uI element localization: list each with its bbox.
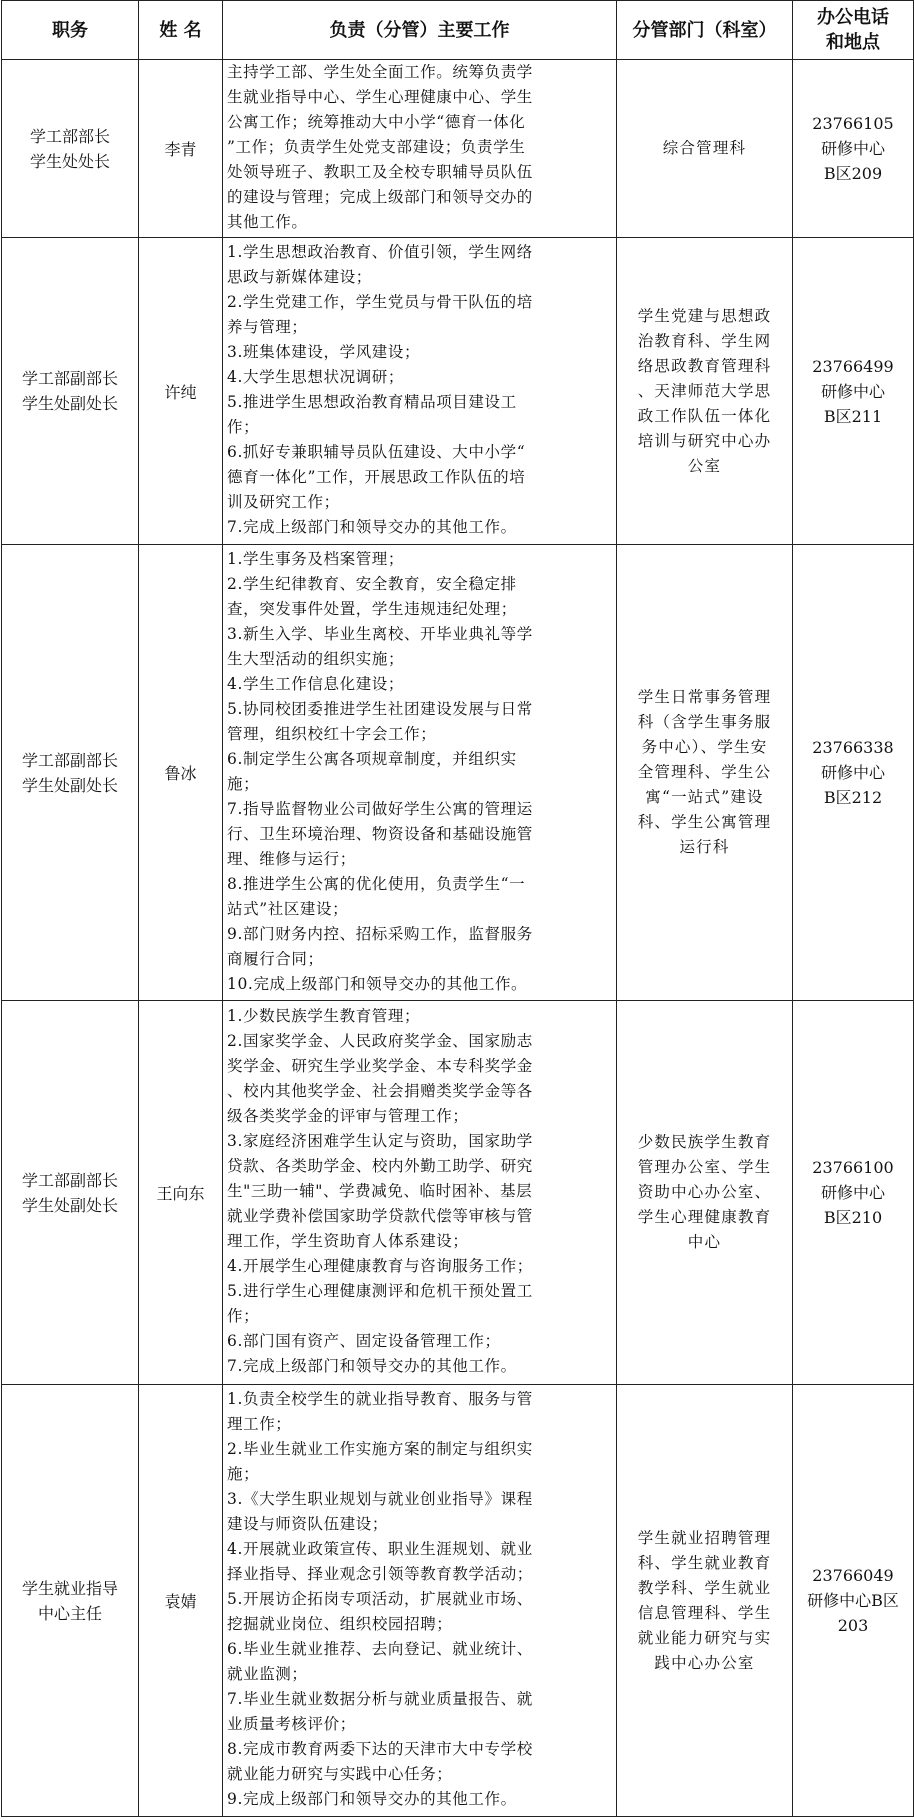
table-row bbox=[2, 1001, 914, 1385]
role-line: 学生处副处长 bbox=[21, 775, 118, 795]
duty-line: 6.抓好专兼职辅导员队伍建设、大中小学“ bbox=[227, 443, 526, 461]
dept-line: 科、学生公寓管理 bbox=[637, 813, 772, 831]
contact-line: 23766100 bbox=[812, 1158, 894, 1177]
duty-line: 3.新生入学、毕业生离校、开毕业典礼等学 bbox=[227, 624, 533, 643]
dept-line: 学生就业招聘管理 bbox=[637, 1528, 772, 1547]
table-body bbox=[2, 60, 914, 1817]
duty-line: 3.家庭经济困难学生认定与资助，国家助学 bbox=[227, 1132, 533, 1150]
role-line: 学工部部长 bbox=[29, 126, 110, 146]
dept-line: 中心 bbox=[687, 1233, 722, 1251]
contact-line: B区211 bbox=[823, 406, 883, 426]
dept-line: 信息管理科、学生 bbox=[637, 1603, 772, 1622]
dept-line: 资助中心办公室、 bbox=[637, 1183, 772, 1201]
duty-line: 2.学生党建工作，学生党员与骨干队伍的培 bbox=[227, 293, 533, 311]
duty-line: 建设与师资队伍建设； bbox=[227, 1515, 389, 1533]
dept-cell bbox=[617, 1385, 793, 1817]
responsibility-table bbox=[1, 0, 914, 1817]
duty-line: 德育一体化”工作，开展思政工作队伍的培 bbox=[227, 468, 526, 486]
header-contact bbox=[793, 1, 914, 60]
contact-cell bbox=[793, 60, 914, 238]
duty-line: 5.协同校团委推进学生社团建设发展与日常 bbox=[227, 699, 533, 718]
duty-line: 生就业指导中心、学生心理健康中心、学生 bbox=[227, 88, 533, 106]
dept-line: 教学科、学生就业 bbox=[637, 1578, 772, 1597]
duty-line: 公寓工作；统筹推动大中小学“德育一体化 bbox=[227, 113, 526, 131]
duty-line: 4.学生工作信息化建设； bbox=[227, 674, 404, 693]
dept-line: 少数民族学生教育 bbox=[637, 1133, 772, 1151]
header-duties: 负责（分管）主要工作 bbox=[223, 1, 617, 60]
dept-line: 培训与研究中心办 bbox=[637, 431, 772, 450]
duty-line: 生"三助一辅"、学费减免、临时困补、基层 bbox=[227, 1182, 533, 1200]
duty-line: 6.部门国有资产、固定设备管理工作； bbox=[227, 1332, 501, 1350]
role-cell bbox=[2, 545, 139, 1001]
dept-line: 全管理科、学生公 bbox=[637, 763, 772, 781]
duty-line: 理工作，学生资助育人体系建设； bbox=[227, 1232, 469, 1250]
duty-line: 贷款、各类助学金、校内外勤工助学、研究 bbox=[227, 1157, 533, 1175]
duty-line: 2.国家奖学金、人民政府奖学金、国家励志 bbox=[227, 1032, 533, 1050]
name-cell: 鲁冰 bbox=[139, 545, 223, 1001]
duty-line: 管理，组织校红十字会工作； bbox=[227, 724, 437, 743]
dept-line: 管理办公室、学生 bbox=[637, 1158, 772, 1176]
duty-line: 查，突发事件处置，学生违规违纪处理； bbox=[227, 599, 517, 618]
duty-line: 其他工作。 bbox=[227, 213, 308, 231]
dept-cell bbox=[617, 545, 793, 1001]
duty-line: 8.完成市教育两委下达的天津市大中专学校 bbox=[227, 1740, 533, 1758]
duty-line: 理、维修与运行； bbox=[227, 849, 356, 868]
dept-line: 寓“一站式”建设 bbox=[645, 788, 764, 806]
duty-line: 4.大学生思想状况调研； bbox=[227, 368, 404, 386]
dept-line: 公室 bbox=[687, 456, 722, 475]
role-cell bbox=[2, 238, 139, 545]
duty-line: 7.完成上级部门和领导交办的其他工作。 bbox=[227, 518, 517, 536]
dept-line: 学生日常事务管理 bbox=[637, 688, 772, 706]
dept-line: 治教育科、学生网 bbox=[637, 331, 772, 350]
contact-line: 研修中心 bbox=[820, 381, 885, 401]
dept-line: 络思政教育管理科 bbox=[637, 356, 772, 375]
dept-cell bbox=[617, 60, 793, 238]
duty-line: 施； bbox=[227, 774, 260, 793]
dept-line: 务中心）、学生安 bbox=[641, 738, 768, 756]
duty-line: ”工作；负责学生处党支部建设；负责学生 bbox=[227, 138, 526, 156]
contact-line: B区210 bbox=[823, 1208, 883, 1227]
contact-cell bbox=[793, 1385, 914, 1817]
contact-cell bbox=[793, 545, 914, 1001]
duty-line: 择业指导、择业观念引领等教育教学活动； bbox=[227, 1565, 533, 1583]
duty-line: 7.完成上级部门和领导交办的其他工作。 bbox=[227, 1357, 517, 1375]
duty-line: 3.班集体建设，学风建设； bbox=[227, 343, 421, 361]
duties-cell bbox=[223, 545, 617, 1001]
duty-line: 就业学费补偿国家助学贷款代偿等审核与管 bbox=[227, 1207, 533, 1225]
contact-line: 23766499 bbox=[812, 356, 894, 376]
duty-line: 4.开展学生心理健康教育与咨询服务工作； bbox=[227, 1257, 533, 1275]
contact-line: 203 bbox=[837, 1616, 869, 1635]
dept-cell bbox=[617, 238, 793, 545]
duty-line: 就业能力研究与实践中心任务； bbox=[227, 1765, 453, 1783]
duty-line: 5.推进学生思想政治教育精品项目建设工 bbox=[227, 393, 517, 411]
contact-line: 研修中心 bbox=[820, 1183, 885, 1202]
duty-line: 6.毕业生就业推荐、去向登记、就业统计、 bbox=[227, 1640, 533, 1658]
dept-line: 、天津师范大学思 bbox=[637, 381, 772, 400]
name-cell: 袁婧 bbox=[139, 1385, 223, 1817]
contact-cell bbox=[793, 238, 914, 545]
duty-line: 5.进行学生心理健康测评和危机干预处置工 bbox=[227, 1282, 533, 1300]
duty-line: 思政与新媒体建设； bbox=[227, 268, 372, 286]
duty-line: 1.学生事务及档案管理； bbox=[227, 549, 404, 568]
duty-line: 7.指导监督物业公司做好学生公寓的管理运 bbox=[227, 799, 533, 818]
header-contact-line2: 和地点 bbox=[826, 32, 880, 53]
contact-line: 研修中心 bbox=[820, 763, 885, 782]
dept-line: 运行科 bbox=[679, 838, 730, 856]
contact-cell bbox=[793, 1001, 914, 1385]
contact-line: B区209 bbox=[823, 164, 883, 183]
header-name: 姓 名 bbox=[139, 1, 223, 60]
name-cell: 王向东 bbox=[139, 1001, 223, 1385]
duty-line: 8.推进学生公寓的优化使用，负责学生“一 bbox=[227, 874, 526, 893]
contact-line: 23766049 bbox=[812, 1566, 894, 1585]
table-row bbox=[2, 60, 914, 238]
duty-line: 站式”社区建设； bbox=[227, 899, 349, 918]
dept-line: 综合管理科 bbox=[662, 139, 747, 157]
contact-line: 研修中心 bbox=[820, 139, 885, 158]
duty-line: 主持学工部、学生处全面工作。统筹负责学 bbox=[227, 63, 533, 81]
dept-line: 践中心办公室 bbox=[654, 1653, 755, 1672]
duty-line: 训及研究工作； bbox=[227, 493, 340, 511]
dept-line: 科（含学生事务服 bbox=[637, 713, 772, 731]
dept-line: 就业能力研究与实 bbox=[637, 1628, 772, 1647]
duty-line: 作； bbox=[227, 1307, 260, 1325]
duty-line: 处领导班子、教职工及全校专职辅导员队伍 bbox=[227, 163, 533, 181]
table-row bbox=[2, 1385, 914, 1817]
duty-line: 挖掘就业岗位、组织校园招聘； bbox=[227, 1615, 453, 1633]
role-cell bbox=[2, 1385, 139, 1817]
table-row bbox=[2, 238, 914, 545]
duty-line: 1.学生思想政治教育、价值引领，学生网络 bbox=[227, 243, 533, 261]
duty-line: 的建设与管理；完成上级部门和领导交办的 bbox=[227, 188, 533, 206]
duties-cell bbox=[223, 238, 617, 545]
role-line: 学工部副部长 bbox=[21, 1170, 118, 1190]
dept-line: 政工作队伍一体化 bbox=[637, 406, 772, 425]
duty-line: 理工作； bbox=[227, 1415, 292, 1433]
dept-line: 学生心理健康教育 bbox=[637, 1208, 772, 1226]
duty-line: 、校内其他奖学金、社会捐赠类奖学金等各 bbox=[227, 1082, 533, 1100]
name-cell: 李青 bbox=[139, 60, 223, 238]
duty-line: 1.负责全校学生的就业指导教育、服务与管 bbox=[227, 1390, 533, 1408]
contact-line: 研修中心B区 bbox=[807, 1591, 899, 1610]
duty-line: 级各类奖学金的评审与管理工作； bbox=[227, 1107, 469, 1125]
dept-cell bbox=[617, 1001, 793, 1385]
duty-line: 6.制定学生公寓各项规章制度，并组织实 bbox=[227, 749, 517, 768]
role-cell bbox=[2, 60, 139, 238]
role-line: 学工部副部长 bbox=[21, 369, 118, 388]
duty-line: 奖学金、研究生学业奖学金、本专科奖学金 bbox=[227, 1057, 533, 1075]
duties-cell bbox=[223, 1001, 617, 1385]
duty-line: 作； bbox=[227, 418, 260, 436]
duty-line: 4.开展就业政策宣传、职业生涯规划、就业 bbox=[227, 1540, 533, 1558]
duty-line: 1.少数民族学生教育管理； bbox=[227, 1007, 421, 1025]
duty-line: 行、卫生环境治理、物资设备和基础设施管 bbox=[227, 824, 533, 843]
contact-line: 23766105 bbox=[812, 114, 894, 133]
duty-line: 商履行合同； bbox=[227, 949, 324, 968]
duty-line: 就业监测； bbox=[227, 1665, 308, 1683]
table-row bbox=[2, 545, 914, 1001]
role-line: 中心主任 bbox=[37, 1603, 102, 1623]
name-cell: 许纯 bbox=[139, 238, 223, 545]
contact-line: B区212 bbox=[823, 788, 883, 807]
role-line: 学生处处长 bbox=[29, 151, 110, 171]
duties-cell bbox=[223, 60, 617, 238]
duty-line: 养与管理； bbox=[227, 318, 308, 336]
role-line: 学生就业指导 bbox=[21, 1578, 118, 1598]
role-line: 学生处副处长 bbox=[21, 394, 118, 413]
duty-line: 10.完成上级部门和领导交办的其他工作。 bbox=[227, 974, 528, 993]
duty-line: 生大型活动的组织实施； bbox=[227, 649, 405, 668]
header-row bbox=[2, 1, 914, 60]
contact-line: 23766338 bbox=[812, 738, 894, 757]
duties-cell bbox=[223, 1385, 617, 1817]
dept-line: 科、学生就业教育 bbox=[637, 1553, 772, 1572]
duty-line: 业质量考核评价； bbox=[227, 1715, 356, 1733]
duty-line: 2.学生纪律教育、安全教育，安全稳定排 bbox=[227, 574, 517, 593]
duty-line: 3.《大学生职业规划与就业创业指导》课程 bbox=[227, 1490, 533, 1508]
header-contact-line1: 办公电话 bbox=[817, 7, 889, 28]
duty-line: 9.完成上级部门和领导交办的其他工作。 bbox=[227, 1790, 517, 1808]
duty-line: 5.开展访企拓岗专项活动，扩展就业市场、 bbox=[227, 1590, 533, 1608]
dept-line: 学生党建与思想政 bbox=[637, 306, 772, 325]
duty-line: 施； bbox=[227, 1465, 260, 1483]
role-line: 学工部副部长 bbox=[21, 750, 118, 770]
role-cell bbox=[2, 1001, 139, 1385]
header-role: 职务 bbox=[2, 1, 139, 60]
duty-line: 2.毕业生就业工作实施方案的制定与组织实 bbox=[227, 1440, 533, 1458]
duty-line: 7.毕业生就业数据分析与就业质量报告、就 bbox=[227, 1690, 533, 1708]
header-dept: 分管部门（科室） bbox=[617, 1, 793, 60]
role-line: 学生处副处长 bbox=[21, 1195, 118, 1215]
duty-line: 9.部门财务内控、招标采购工作，监督服务 bbox=[227, 924, 533, 943]
